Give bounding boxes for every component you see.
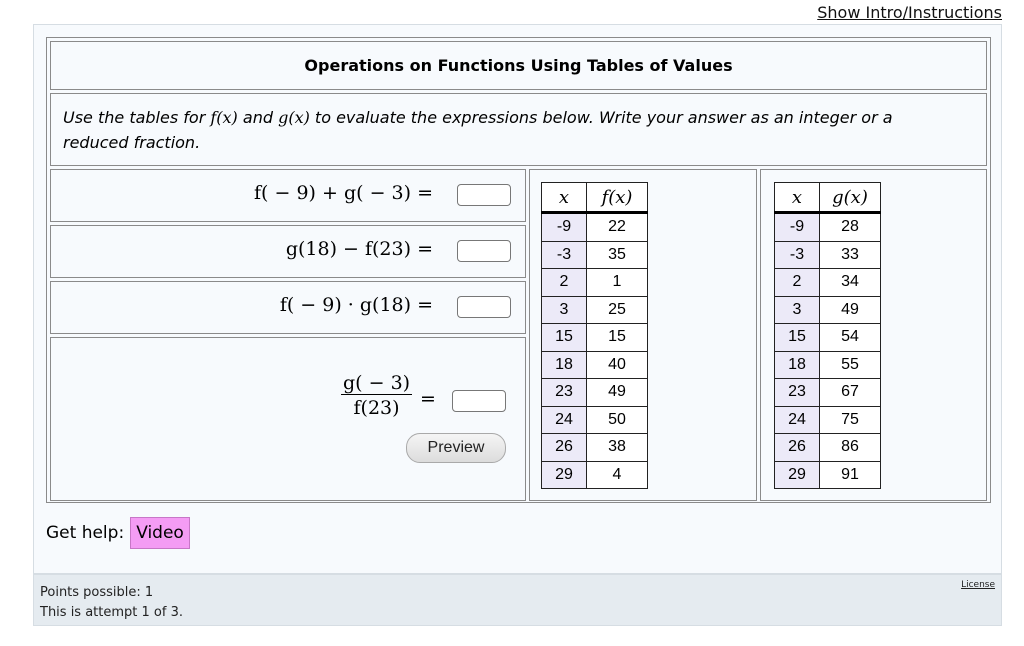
g-table-value-cell: 91 [820, 461, 881, 489]
f-table-x-cell: 29 [542, 461, 587, 489]
g-table-row [775, 296, 881, 324]
expression-2: g(18) − f(23) = [285, 238, 433, 260]
expression-row-3 [50, 281, 526, 334]
f-table-row [542, 324, 648, 352]
footer [33, 574, 1002, 626]
f-table-row [542, 213, 648, 242]
preview-button[interactable]: Preview [406, 433, 506, 463]
g-table-x-cell: 24 [775, 406, 820, 434]
g-table-value-cell: 28 [820, 213, 881, 242]
question-title: Operations on Functions Using Tables of Values [50, 41, 987, 90]
question-table [46, 37, 991, 503]
g-table-x-cell: -9 [775, 213, 820, 242]
f-table-header-fx: f(x) [587, 183, 648, 213]
expression-3: f( − 9) · g(18) = [279, 294, 433, 316]
fraction-equals: = [420, 388, 436, 410]
g-table-value-cell: 55 [820, 351, 881, 379]
expression-1: f( − 9) + g( − 3) = [254, 182, 433, 204]
f-table-value-cell: 40 [587, 351, 648, 379]
g-table-x-cell: 18 [775, 351, 820, 379]
f-table-x-cell: -3 [542, 241, 587, 269]
points-possible: Points possible: 1 [40, 585, 154, 600]
expression-row-2 [50, 225, 526, 278]
f-table-value-cell: 1 [587, 269, 648, 297]
g-table-cell [760, 169, 987, 501]
instructions [50, 93, 987, 166]
f-table-x-cell: -9 [542, 213, 587, 242]
g-table-x-cell: 26 [775, 434, 820, 462]
g-table-value-cell: 49 [820, 296, 881, 324]
f-table-value-cell: 49 [587, 379, 648, 407]
answer-input-4[interactable] [452, 390, 506, 412]
points-info [40, 583, 183, 623]
g-table-row [775, 213, 881, 242]
g-table-x-cell: 3 [775, 296, 820, 324]
f-table-value-cell: 25 [587, 296, 648, 324]
g-table-value-cell: 54 [820, 324, 881, 352]
fraction-numerator: g( − 3) [343, 372, 411, 394]
g-table-row [775, 461, 881, 489]
g-table-x-cell: 2 [775, 269, 820, 297]
f-table-header-x: x [542, 183, 587, 213]
g-table-value-cell: 33 [820, 241, 881, 269]
f-table-x-cell: 26 [542, 434, 587, 462]
f-table-x-cell: 2 [542, 269, 587, 297]
f-table-row [542, 406, 648, 434]
question-box [33, 24, 1002, 574]
instructions-text-1: Use the tables for [63, 108, 211, 127]
f-table-value-cell: 38 [587, 434, 648, 462]
instructions-text-3: to evaluate the expressions below. Write your answer as an integer or a reduced fraction. [63, 108, 893, 152]
answer-input-2[interactable] [457, 240, 511, 262]
f-table-x-cell: 23 [542, 379, 587, 407]
f-table-value-cell: 15 [587, 324, 648, 352]
show-intro-link[interactable]: Show Intro/Instructions [817, 3, 1002, 22]
answer-input-1[interactable] [457, 184, 511, 206]
g-table-row [775, 324, 881, 352]
fraction-expression [341, 372, 412, 419]
g-table-value-cell: 34 [820, 269, 881, 297]
g-table-row [775, 241, 881, 269]
fraction-denominator: f(23) [341, 394, 412, 419]
g-table-row [775, 351, 881, 379]
f-table-row [542, 379, 648, 407]
video-help-button[interactable]: Video [130, 517, 190, 549]
instructions-g-symbol: g(x) [278, 108, 310, 127]
f-table-row [542, 351, 648, 379]
get-help [46, 517, 190, 549]
expression-row-4 [50, 337, 526, 501]
g-table-row [775, 269, 881, 297]
instructions-text-2: and [237, 108, 279, 127]
answer-input-3[interactable] [457, 296, 511, 318]
f-table-value-cell: 4 [587, 461, 648, 489]
g-table-header-gx: g(x) [820, 183, 881, 213]
f-table-row [542, 461, 648, 489]
f-table-row [542, 241, 648, 269]
f-table-value-cell: 50 [587, 406, 648, 434]
g-values-table [774, 182, 881, 489]
expression-row-1 [50, 169, 526, 222]
f-table-x-cell: 18 [542, 351, 587, 379]
get-help-label: Get help: [46, 523, 125, 543]
g-table-header-x: x [775, 183, 820, 213]
license-link[interactable]: License [961, 580, 995, 590]
f-table-row [542, 434, 648, 462]
g-table-value-cell: 67 [820, 379, 881, 407]
g-table-x-cell: 15 [775, 324, 820, 352]
g-table-row [775, 406, 881, 434]
g-table-x-cell: 29 [775, 461, 820, 489]
f-table-value-cell: 35 [587, 241, 648, 269]
f-table-x-cell: 3 [542, 296, 587, 324]
f-table-cell [529, 169, 757, 501]
f-table-row [542, 296, 648, 324]
g-table-value-cell: 86 [820, 434, 881, 462]
attempt-info: This is attempt 1 of 3. [40, 605, 183, 620]
g-table-x-cell: 23 [775, 379, 820, 407]
g-table-x-cell: -3 [775, 241, 820, 269]
f-table-x-cell: 24 [542, 406, 587, 434]
f-table-value-cell: 22 [587, 213, 648, 242]
f-table-row [542, 269, 648, 297]
g-table-row [775, 379, 881, 407]
g-table-row [775, 434, 881, 462]
instructions-f-symbol: f(x) [210, 108, 238, 127]
g-table-value-cell: 75 [820, 406, 881, 434]
f-table-x-cell: 15 [542, 324, 587, 352]
f-values-table [541, 182, 648, 489]
